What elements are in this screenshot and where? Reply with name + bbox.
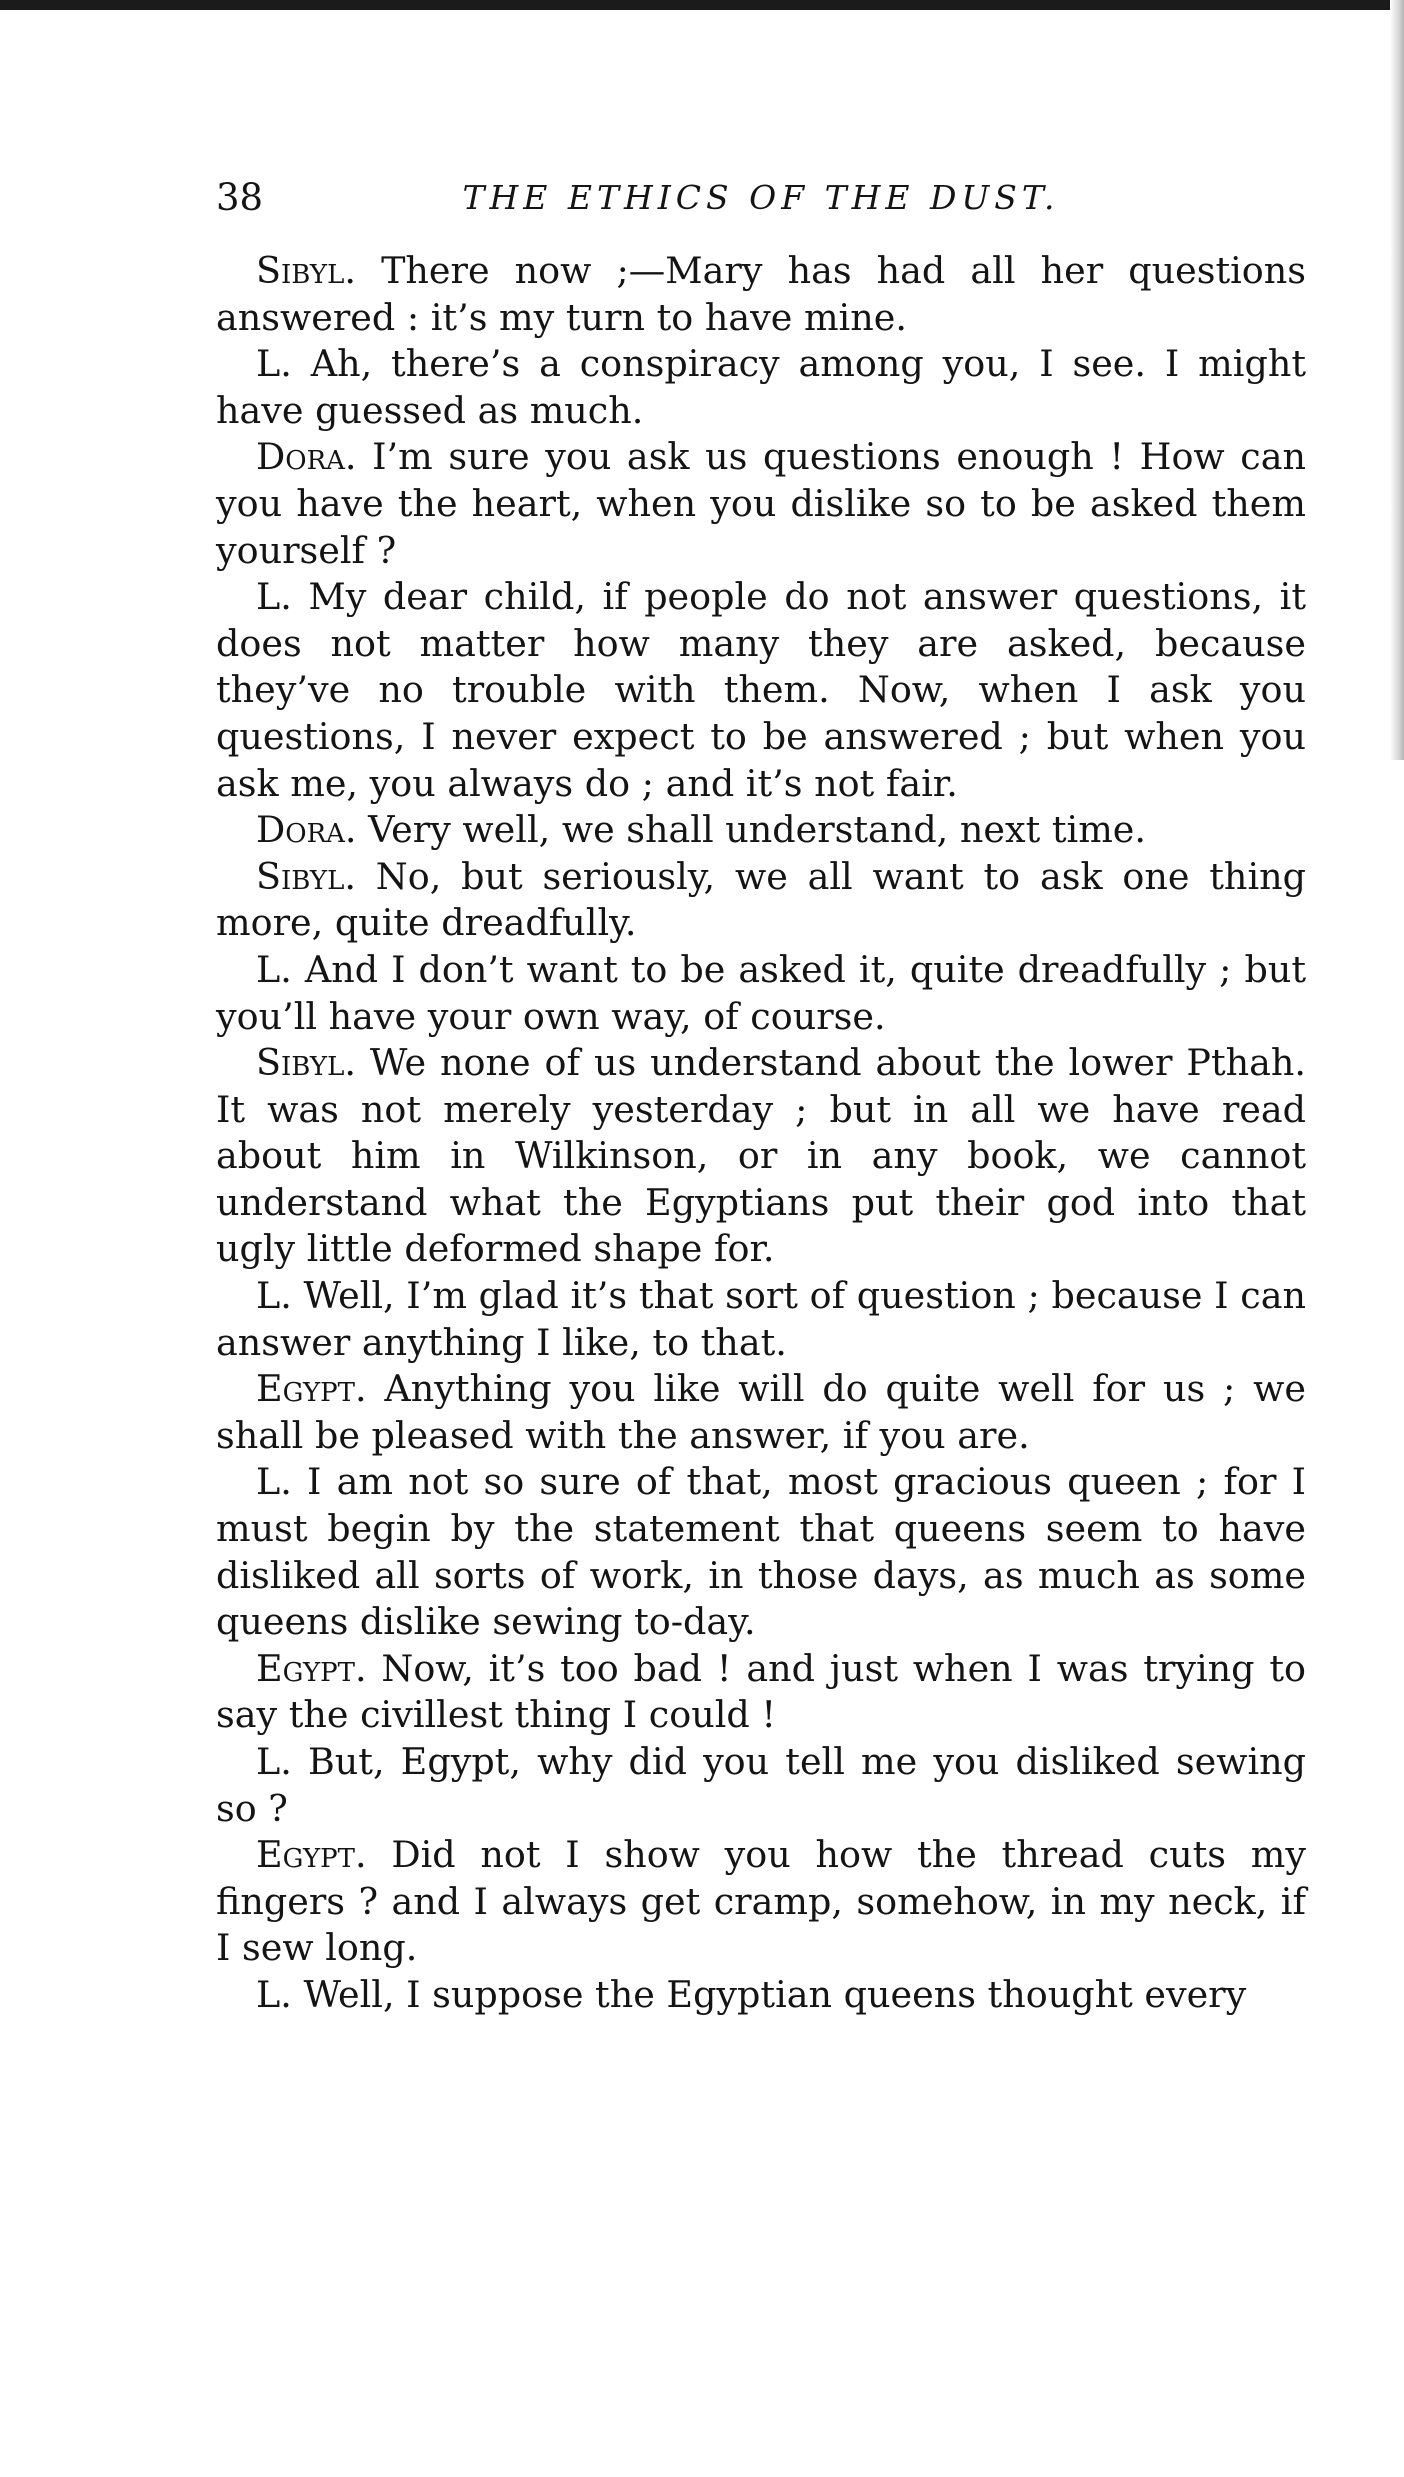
paragraph-text: I am not so sure of that, most gracious queen ; for I must begin by the statement that queens seem to have disliked all sorts of work, in those days, as much as some queens dislike sewing to-day. bbox=[216, 1460, 1306, 1644]
speaker-name: L. bbox=[256, 342, 292, 386]
dialogue-paragraph bbox=[216, 1739, 1306, 1832]
paragraph-text: No, but seriously, we all want to ask one thing more, quite dreadfully. bbox=[216, 854, 1306, 945]
speaker-name: L. bbox=[256, 1460, 292, 1504]
speaker-name: L. bbox=[256, 575, 292, 619]
speaker-name: L. bbox=[256, 947, 292, 991]
paragraph-text: Well, I’m glad it’s that sort of question ; because I can answer anything I like, to that. bbox=[216, 1274, 1306, 1364]
paragraph-text: There now ;—Mary has had all her questions answered : it’s my turn to have mine. bbox=[216, 249, 1306, 339]
paragraph-text: Very well, we shall understand, next time. bbox=[368, 808, 1147, 852]
speaker-name: Dora. bbox=[256, 435, 357, 479]
dialogue-paragraph bbox=[216, 248, 1306, 341]
paragraph-text: But, Egypt, why did you tell me you disliked sewing so ? bbox=[216, 1740, 1306, 1830]
dialogue-paragraph bbox=[216, 1459, 1306, 1645]
page-top-edge bbox=[0, 0, 1404, 10]
dialogue-paragraph bbox=[216, 854, 1306, 947]
paragraph-text: Well, I suppose the Egyptian queens thought every bbox=[303, 1972, 1247, 2016]
paragraph-text: I’m sure you ask us questions enough ! How can you have the heart, when you dislike so to be asked them yourself ? bbox=[216, 435, 1306, 572]
speaker-name: L. bbox=[256, 1972, 292, 2016]
dialogue-paragraph bbox=[216, 807, 1306, 854]
paragraph-text: Ah, there’s a conspiracy among you, I see. I might have guessed as much. bbox=[216, 342, 1306, 432]
paragraph-text: And I don’t want to be asked it, quite dreadfully ; but you’ll have your own way, of course. bbox=[216, 947, 1307, 1038]
page-number: 38 bbox=[216, 176, 264, 219]
running-title: THE ETHICS OF THE DUST. bbox=[462, 178, 1060, 217]
dialogue-paragraph bbox=[216, 574, 1306, 807]
speaker-name: Sibyl. bbox=[256, 249, 356, 292]
paragraph-text: Now, it’s too bad ! and just when I was trying to say the civillest thing I could ! bbox=[216, 1646, 1307, 1737]
paragraph-text: Anything you like will do quite well for us ; we shall be pleased with the answer, if you are. bbox=[216, 1367, 1306, 1457]
dialogue-paragraph bbox=[216, 1273, 1306, 1366]
speaker-name: Sibyl. bbox=[256, 1041, 356, 1085]
speaker-name: L. bbox=[256, 1740, 292, 1783]
paragraph-text: Did not I show you how the thread cuts my fingers ? and I always get cramp, somehow, in my neck, if I sew long. bbox=[216, 1833, 1307, 1970]
dialogue-paragraph bbox=[216, 434, 1306, 574]
dialogue-paragraph bbox=[216, 1646, 1306, 1739]
page-binding-shadow bbox=[1390, 0, 1404, 760]
dialogue-paragraph bbox=[216, 1972, 1306, 2019]
dialogue-paragraph bbox=[216, 947, 1306, 1040]
paragraph-text: We none of us understand about the lower Pthah. It was not merely yesterday ; but in all we have read about him in Wilkinson, or in any book, we cannot understand what the Egyptians put their god into that ugly little deformed shape for. bbox=[216, 1041, 1306, 1271]
speaker-name: L. bbox=[256, 1274, 292, 1318]
page-header bbox=[216, 174, 1306, 226]
dialogue-paragraph bbox=[216, 1832, 1306, 1972]
paragraph-text: My dear child, if people do not answer questions, it does not matter how many they are asked, because they’ve no trouble with them. Now, when I ask you questions, I never expect to be answered ; but when you ask me, you always do ; and it’s not fair. bbox=[216, 575, 1306, 805]
dialogue-paragraph bbox=[216, 341, 1306, 434]
dialogue-text bbox=[216, 248, 1306, 2019]
speaker-name: Dora. bbox=[256, 808, 357, 852]
speaker-name: Egypt. bbox=[256, 1833, 367, 1877]
dialogue-paragraph bbox=[216, 1040, 1306, 1273]
speaker-name: Egypt. bbox=[256, 1646, 367, 1690]
dialogue-paragraph bbox=[216, 1366, 1306, 1459]
speaker-name: Egypt. bbox=[256, 1367, 367, 1411]
speaker-name: Sibyl. bbox=[256, 854, 356, 898]
